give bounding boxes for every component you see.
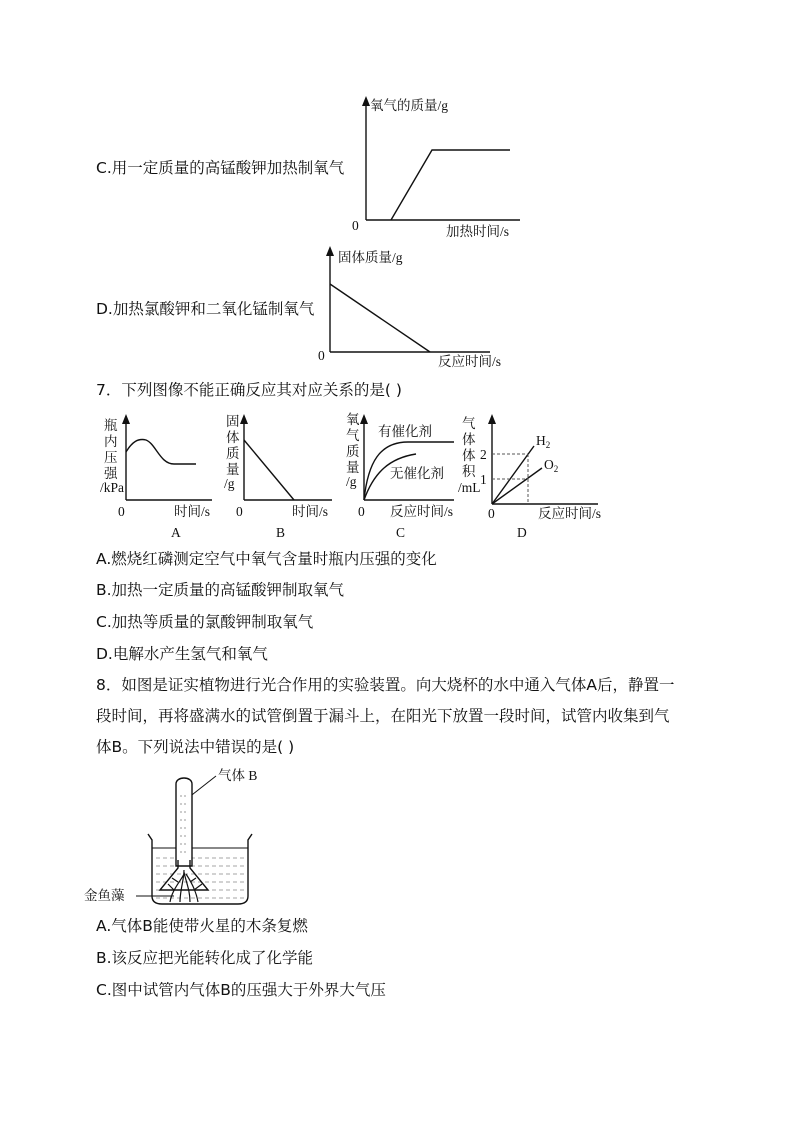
y-label-1: 气 <box>462 416 476 431</box>
y-label: 固体质量/g <box>338 250 403 265</box>
chart-d-top <box>310 240 530 370</box>
y-label-1: 瓶 <box>104 418 118 433</box>
q8-stem-line-1: 8．如图是证实植物进行光合作用的实验装置。向大烧杯的水中通入气体A后，静置一 <box>96 676 675 694</box>
x-label: 时间/s <box>174 504 211 519</box>
y-label-2: 内 <box>104 434 118 449</box>
y-label-5: /g <box>346 474 357 489</box>
y-label-3: 质 <box>346 444 360 459</box>
origin: 0 <box>488 506 495 521</box>
series-no-catalyst: 无催化剂 <box>390 466 444 481</box>
origin: 0 <box>352 218 359 233</box>
y-label-4: 量 <box>346 460 360 475</box>
mass-line <box>244 440 294 500</box>
caption: A <box>171 525 181 540</box>
y-label-1: 氧 <box>346 412 360 427</box>
caption: B <box>276 525 286 540</box>
origin: 0 <box>318 348 325 363</box>
chart-c-top <box>340 92 540 242</box>
q7-chart-c <box>344 412 464 542</box>
x-label: 时间/s <box>292 504 329 519</box>
q8-option-c: C.图中试管内气体B的压强大于外界大气压 <box>96 981 386 999</box>
q8-stem-line-3: 体B。下列说法中错误的是( ) <box>96 738 295 756</box>
gas-b-label: 气体 B <box>218 768 258 783</box>
x-label: 反应时间/s <box>538 506 602 521</box>
y-label-3: 体 <box>462 448 476 463</box>
y-label: 氧气的质量/g <box>370 98 449 113</box>
option-d-top: D.加热氯酸钾和二氧化锰制氧气 <box>96 300 315 318</box>
y-label-2: 体 <box>226 430 240 445</box>
origin: 0 <box>358 504 365 519</box>
y-arrow <box>122 414 130 424</box>
y-label-4: 强 <box>104 466 118 481</box>
tick-1: 1 <box>480 472 487 487</box>
q8-option-b: B.该反应把光能转化成了化学能 <box>96 949 314 967</box>
origin: 0 <box>236 504 243 519</box>
y-arrow <box>488 414 496 424</box>
y-arrow <box>240 414 248 424</box>
o2-line <box>492 468 542 504</box>
caption: C <box>396 525 406 540</box>
q7-chart-b <box>222 412 342 542</box>
y-label-4: 量 <box>226 462 240 477</box>
y-label-5: /g <box>224 476 235 491</box>
q7-stem: 7．下列图像不能正确反应其对应关系的是( ) <box>96 381 402 399</box>
q7-option-b: B.加热一定质量的高锰酸钾制取氧气 <box>96 581 345 599</box>
q8-stem <box>96 670 696 763</box>
origin: 0 <box>118 504 125 519</box>
solid-mass-line <box>330 284 430 352</box>
pressure-curve <box>126 440 196 465</box>
y-label-3: 压 <box>104 450 118 465</box>
y-label-2: 体 <box>462 432 476 447</box>
q7-option-a: A.燃烧红磷测定空气中氧气含量时瓶内压强的变化 <box>96 550 437 568</box>
y-label-3: 质 <box>226 446 240 461</box>
y-label-5: /kPa <box>100 480 125 495</box>
q7-chart-a <box>100 412 220 542</box>
test-tube <box>176 778 192 866</box>
q7-option-d: D.电解水产生氢气和氧气 <box>96 645 268 663</box>
q8-option-a: A.气体B能使带火星的木条复燃 <box>96 917 308 935</box>
y-label-2: 气 <box>346 428 360 443</box>
q7-chart-d <box>458 412 608 542</box>
x-label: 反应时间/s <box>390 504 454 519</box>
tick-2: 2 <box>480 447 487 462</box>
y-arrow <box>362 96 370 106</box>
x-label: 反应时间/s <box>438 354 502 369</box>
y-label-4: 积 <box>462 464 476 479</box>
y-label-1: 固 <box>226 414 240 429</box>
q8-apparatus-figure <box>84 762 290 907</box>
y-arrow <box>326 246 334 256</box>
option-c-top: C.用一定质量的高锰酸钾加热制氧气 <box>96 159 345 177</box>
plant-label: 金鱼藻 <box>84 888 125 903</box>
series-o2: $O_2$ <box>544 457 559 474</box>
oxygen-mass-line <box>391 150 510 220</box>
series-h2: $H_2$ <box>536 433 551 450</box>
caption: D <box>517 525 527 540</box>
y-arrow <box>360 414 368 424</box>
y-label-5: /mL <box>458 480 481 495</box>
q7-option-c: C.加热等质量的氯酸钾制取氧气 <box>96 613 314 631</box>
beaker <box>148 834 252 904</box>
series-catalyst: 有催化剂 <box>378 424 432 439</box>
x-label: 加热时间/s <box>446 224 510 239</box>
q8-stem-line-2: 段时间，再将盛满水的试管倒置于漏斗上，在阳光下放置一段时间，试管内收集到气 <box>96 707 670 725</box>
